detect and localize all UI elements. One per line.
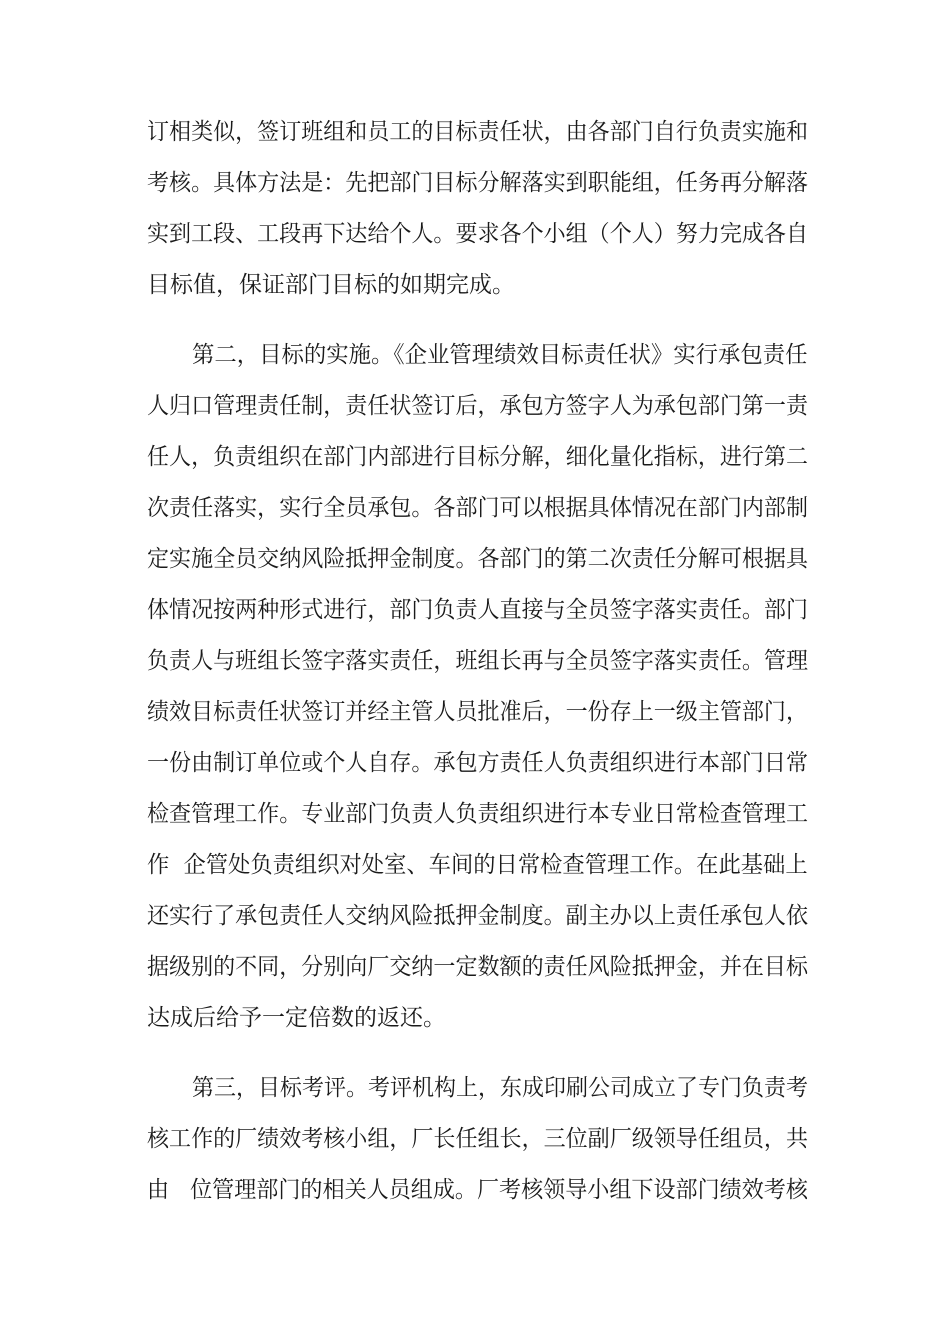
text-line: 体情况按两种形式进行，部门负责人直接与全员签字落实责任。部门 bbox=[147, 597, 808, 623]
text-line: 据级别的不同，分别向厂交纳一定数额的责任风险抵押金，并在目标 bbox=[147, 954, 808, 980]
text-line: 第三，目标考评。考评机构上，东成印刷公司成立了专门负责考 bbox=[192, 1075, 808, 1101]
text-line: 由 位管理部门的相关人员组成。厂考核领导小组下设部门绩效考核 bbox=[147, 1177, 808, 1203]
text-line: 次责任落实，实行全员承包。各部门可以根据具体情况在部门内部制 bbox=[147, 495, 808, 521]
text-line: 定实施全员交纳风险抵押金制度。各部门的第二次责任分解可根据具 bbox=[147, 546, 808, 572]
text-line: 人归口管理责任制，责任状签订后，承包方签字人为承包部门第一责 bbox=[147, 393, 808, 419]
text-line: 目标值，保证部门目标的如期完成。 bbox=[147, 272, 515, 298]
text-line: 达成后给予一定倍数的返还。 bbox=[147, 1005, 446, 1031]
text-line: 考核。具体方法是：先把部门目标分解落实到职能组，任务再分解落 bbox=[147, 170, 808, 196]
text-line: 实到工段、工段再下达给个人。要求各个小组（个人）努力完成各自 bbox=[147, 221, 808, 247]
text-line: 还实行了承包责任人交纳风险抵押金制度。副主办以上责任承包人依 bbox=[147, 903, 808, 929]
text-line: 核工作的厂绩效考核小组，厂长任组长，三位副厂级领导任组员，共 bbox=[147, 1126, 808, 1152]
text-line: 作 企管处负责组织对处室、车间的日常检查管理工作。在此基础上 bbox=[147, 852, 808, 878]
text-line: 一份由制订单位或个人自存。承包方责任人负责组织进行本部门日常 bbox=[147, 750, 808, 776]
text-line: 第二，目标的实施。《企业管理绩效目标责任状》实行承包责任 bbox=[192, 342, 808, 368]
text-line: 检查管理工作。专业部门负责人负责组织进行本专业日常检查管理工 bbox=[147, 801, 808, 827]
text-line: 绩效目标责任状签订并经主管人员批准后，一份存上一级主管部门， bbox=[147, 699, 808, 725]
text-line: 负责人与班组长签字落实责任，班组长再与全员签字落实责任。管理 bbox=[147, 648, 808, 674]
text-line: 订相类似，签订班组和员工的目标责任状，由各部门自行负责实施和 bbox=[147, 119, 808, 145]
text-line: 任人，负责组织在部门内部进行目标分解，细化量化指标，进行第二 bbox=[147, 444, 808, 470]
